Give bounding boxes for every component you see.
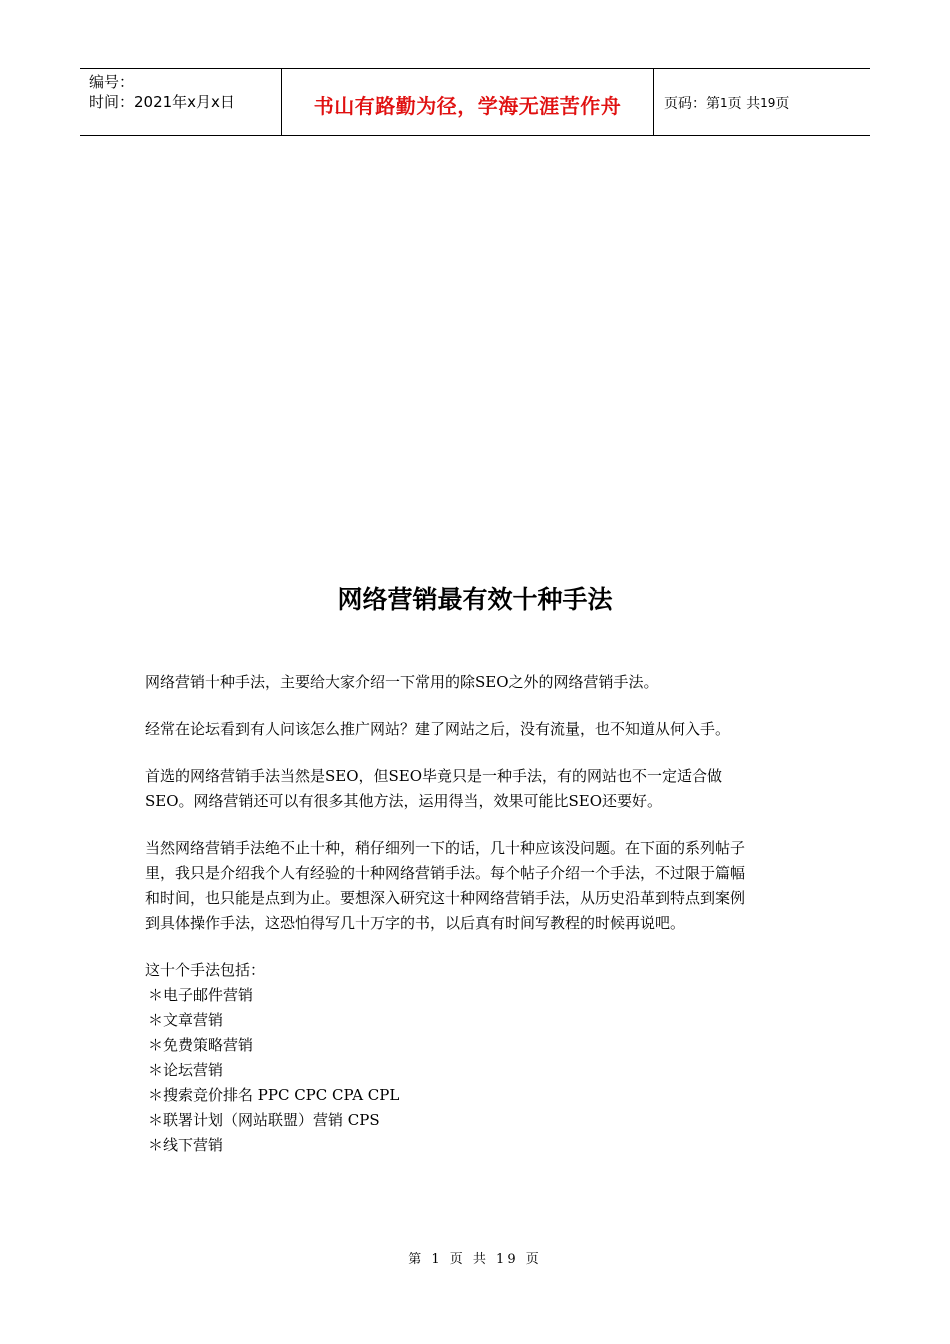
methods-list (145, 983, 755, 1158)
paragraph: 经常在论坛看到有人问该怎么推广网站？建了网站之后，没有流量，也不知道从何入手。 (145, 720, 731, 738)
page-suffix: 页 (775, 96, 790, 112)
list-intro: 这十个手法包括： (145, 961, 266, 979)
list-item: ＊论坛营销 (148, 1061, 224, 1079)
list-item: ＊联署计划（网站联盟）营销 CPS (148, 1111, 380, 1129)
page-current: 1 (720, 96, 728, 110)
list-item: ＊电子邮件营销 (148, 986, 254, 1004)
header-motto: 书山有路勤为径，学海无涯苦作舟 (313, 93, 622, 118)
paragraph: 网络营销十种手法，主要给大家介绍一下常用的除SEO之外的网络营销手法。 (145, 673, 659, 691)
document-number-label: 编号： (89, 73, 135, 91)
document-time: 时间：2021年x月x日 (89, 93, 235, 111)
header-motto-cell (282, 69, 654, 135)
page-prefix: 页码：第 (664, 96, 720, 112)
page-total: 19 (760, 96, 776, 110)
document-title: 网络营销最有效十种手法 (337, 585, 613, 614)
paragraph: 当然网络营销手法绝不止十种，稍仔细列一下的话，几十种应该没问题。在下面的系列帖子里，我只是介绍我个人有经验的十种网络营销手法。每个帖子介绍一个手法，不过限于篇幅和时间，也只能是点到为止。要想深入研究这十种网络营销手法，从历史沿革到特点到案例到具体操作手法，这恐怕得写几十万字的书，以后真有时间写教程的时候再说吧。 (145, 839, 746, 932)
page-middle: 页 共 (727, 96, 761, 112)
header-meta (80, 69, 282, 135)
list-item: ＊线下营销 (148, 1136, 224, 1154)
document-body (145, 670, 755, 1158)
paragraph: 首选的网络营销手法当然是SEO，但SEO毕竟只是一种手法，有的网站也不一定适合做SEO。网络营销还可以有很多其他方法，运用得当，效果可能比SEO还要好。 (145, 767, 723, 810)
header-page-number (654, 69, 870, 135)
page-header (80, 68, 870, 136)
page-footer: 第 1 页 共 19 页 (408, 1252, 542, 1267)
list-item: ＊免费策略营销 (148, 1036, 254, 1054)
list-item: ＊文章营销 (148, 1011, 224, 1029)
list-item: ＊搜索竞价排名 PPC CPC CPA CPL (148, 1086, 400, 1104)
